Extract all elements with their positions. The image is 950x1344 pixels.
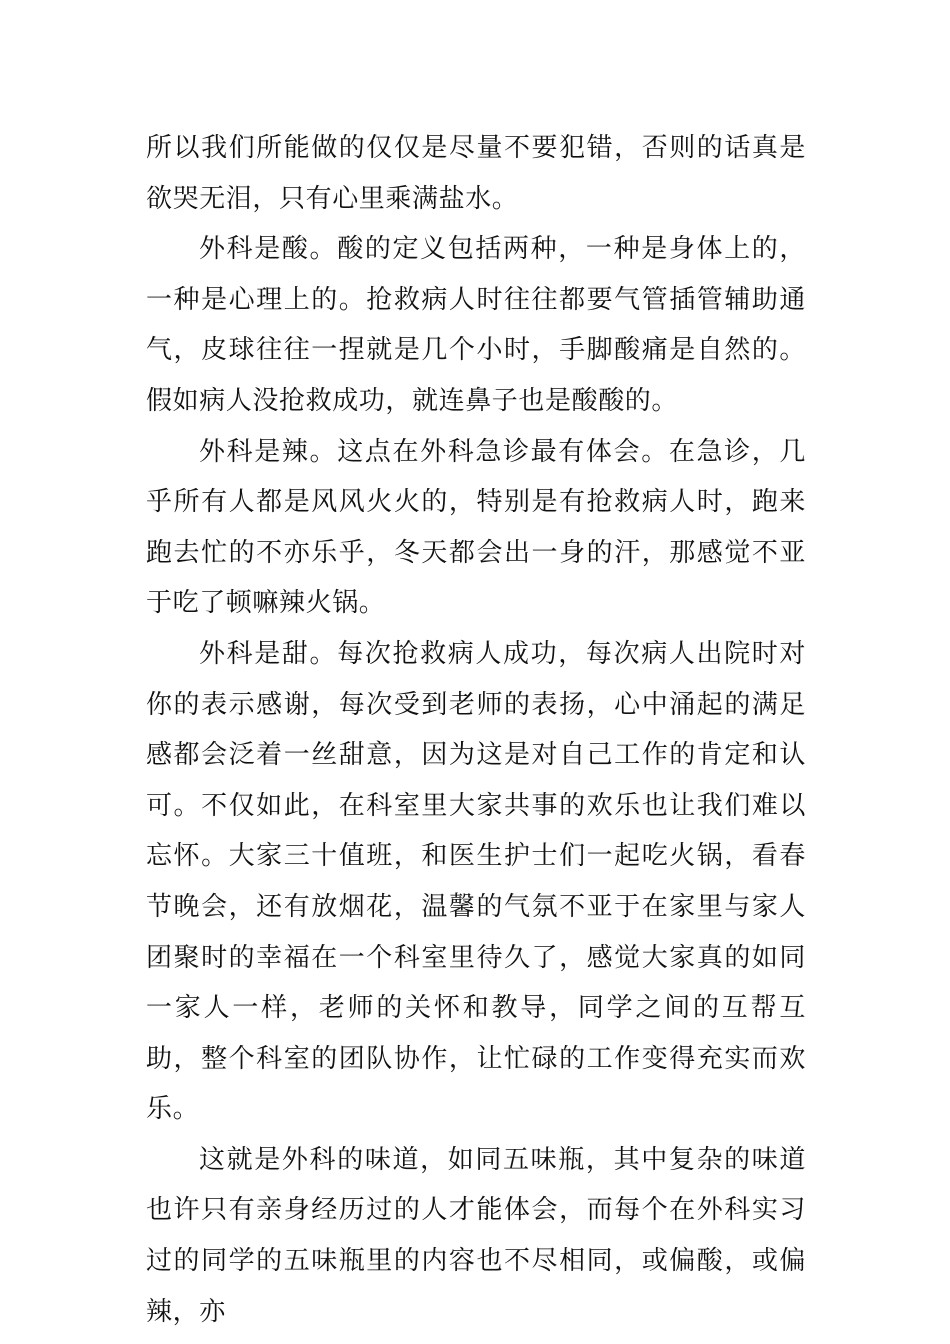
body-text [146, 123, 806, 1337]
paragraph-3: 外科是辣。这点在外科急诊最有体会。在急诊，几乎所有人都是风风火火的，特别是有抢救病人时，跑来跑去忙的不亦乐乎，冬天都会出一身的汗，那感觉不亚于吃了顿嘛辣火锅。 [146, 436, 806, 619]
paragraph-4: 外科是甜。每次抢救病人成功，每次病人出院时对你的表示感谢，每次受到老师的表扬，心中涌起的满足感都会泛着一丝甜意，因为这是对自己工作的肯定和认可。不仅如此，在科室里大家共事的欢乐也让我们难以忘怀。大家三十值班，和医生护士们一起吃火锅，看春节晚会，还有放烟花，温馨的气氛不亚于在家里与家人团聚时的幸福在一个科室里待久了，感觉大家真的如同一家人一样，老师的关怀和教导，同学之间的互帮互助，整个科室的团队协作，让忙碌的工作变得充实而欢乐。 [146, 638, 806, 1125]
paragraph-5: 这就是外科的味道，如同五味瓶，其中复杂的味道也许只有亲身经历过的人才能体会，而每个在外科实习过的同学的五味瓶里的内容也不尽相同，或偏酸，或偏辣，亦 [146, 1144, 806, 1327]
paragraph-1: 所以我们所能做的仅仅是尽量不要犯错，否则的话真是欲哭无泪，只有心里乘满盐水。 [146, 133, 806, 214]
paragraph-2: 外科是酸。酸的定义包括两种，一种是身体上的，一种是心理上的。抢救病人时往往都要气管插管辅助通气，皮球往往一捏就是几个小时，手脚酸痛是自然的。假如病人没抢救成功，就连鼻子也是酸酸的。 [146, 234, 806, 416]
